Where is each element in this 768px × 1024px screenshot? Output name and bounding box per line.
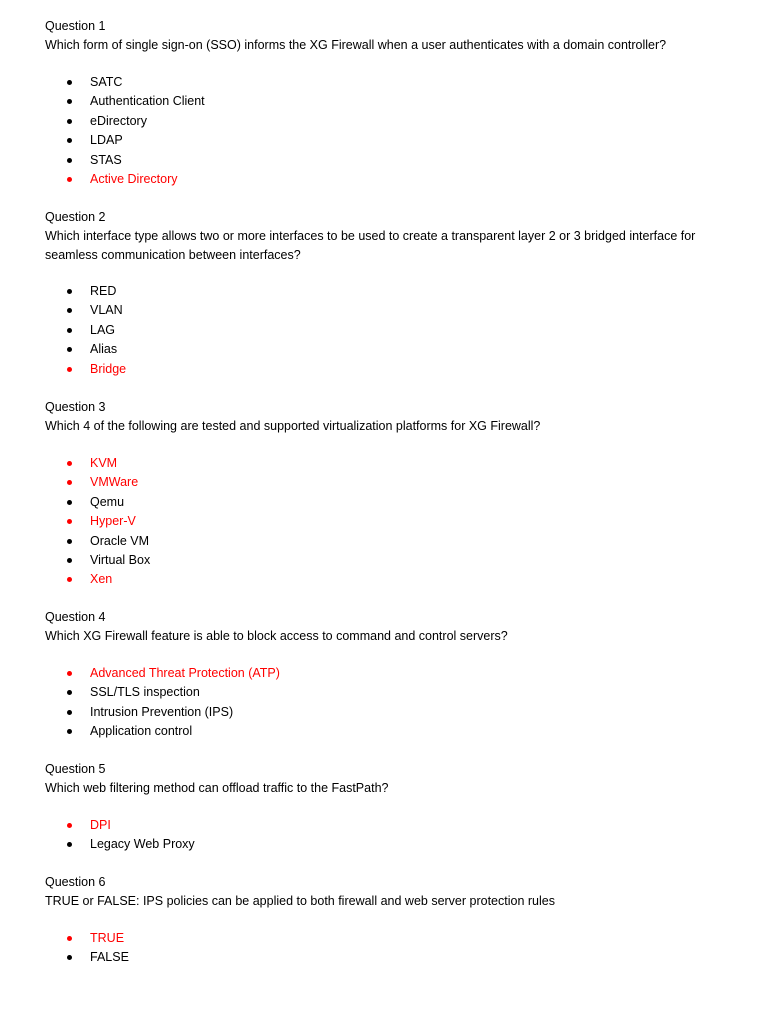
answer-label: Advanced Threat Protection (ATP) (90, 666, 280, 680)
answer-label: FALSE (90, 950, 129, 965)
answer-option (45, 722, 280, 741)
bullet-icon (67, 461, 72, 466)
answer-label: Legacy Web Proxy (90, 837, 195, 852)
answer-option (45, 170, 205, 189)
answer-label: VLAN (90, 303, 123, 318)
question-6 (45, 873, 745, 965)
answer-label: eDirectory (90, 113, 147, 128)
question-4 (45, 608, 745, 739)
bullet-icon (67, 577, 72, 582)
bullet-icon (67, 99, 72, 104)
question-2 (45, 208, 745, 376)
answer-option (45, 282, 126, 301)
bullet-icon (67, 158, 72, 163)
answer-option (45, 112, 205, 131)
answer-list (45, 816, 195, 855)
bullet-icon (67, 480, 72, 485)
question-text: Which form of single sign-on (SSO) informs the XG Firewall when a user authenticates with a domain controller? (45, 38, 667, 52)
bullet-icon (67, 955, 72, 960)
answer-label: Alias (90, 342, 118, 357)
answer-option (45, 321, 126, 340)
answer-label: STAS (90, 152, 122, 167)
bullet-icon (67, 177, 72, 182)
answer-label: RED (90, 284, 117, 298)
answer-option (45, 835, 195, 854)
question-text: TRUE or FALSE: IPS policies can be applied to both firewall and web server protection rules (45, 894, 555, 908)
bullet-icon (67, 328, 72, 333)
answer-option (45, 816, 195, 835)
answer-label: VMWare (90, 475, 139, 490)
answer-label: Hyper-V (90, 514, 136, 529)
answer-option (45, 151, 205, 170)
answer-label: LAG (90, 322, 116, 337)
answer-option (45, 340, 126, 359)
answer-option (45, 532, 150, 551)
bullet-icon (67, 690, 72, 695)
answer-option (45, 301, 126, 320)
question-title: Question 4 (45, 610, 106, 624)
bullet-icon (67, 936, 72, 941)
answer-option (45, 929, 129, 948)
question-title: Question 2 (45, 210, 106, 224)
bullet-icon (67, 119, 72, 124)
bullet-icon (67, 823, 72, 828)
bullet-icon (67, 289, 72, 294)
question-3 (45, 398, 745, 587)
question-1 (45, 17, 745, 186)
question-text: Which 4 of the following are tested and supported virtualization platforms for XG Firewall? (45, 419, 541, 433)
question-title: Question 5 (45, 762, 106, 776)
answer-option (45, 360, 126, 379)
answer-option (45, 92, 205, 111)
bullet-icon (67, 367, 72, 372)
answer-label: Virtual Box (90, 552, 151, 567)
answer-option (45, 664, 280, 683)
bullet-icon (67, 80, 72, 85)
question-text: Which interface type allows two or more interfaces to be used to create a transparent layer 2 or 3 bridged interface for seamless communication between interfaces? (45, 229, 696, 262)
answer-option (45, 551, 150, 570)
bullet-icon (67, 842, 72, 847)
question-title: Question 1 (45, 19, 106, 33)
answer-list (45, 454, 150, 590)
question-title: Question 6 (45, 875, 106, 889)
answer-option (45, 473, 150, 492)
bullet-icon (67, 729, 72, 734)
answer-label: Intrusion Prevention (IPS) (90, 704, 234, 719)
answer-option (45, 703, 280, 722)
question-text: Which web filtering method can offload traffic to the FastPath? (45, 781, 389, 795)
answer-label: SATC (90, 75, 123, 89)
answer-list (45, 73, 205, 189)
bullet-icon (67, 539, 72, 544)
answer-option (45, 570, 150, 589)
question-title: Question 3 (45, 400, 106, 414)
answer-list (45, 282, 126, 379)
answer-option (45, 512, 150, 531)
answer-label: DPI (90, 818, 111, 832)
answer-label: LDAP (90, 133, 123, 148)
answer-list (45, 664, 280, 742)
answer-option (45, 683, 280, 702)
question-text: Which XG Firewall feature is able to block access to command and control servers? (45, 629, 508, 643)
answer-label: KVM (90, 456, 118, 470)
answer-label: Xen (90, 572, 113, 587)
bullet-icon (67, 671, 72, 676)
answer-label: SSL/TLS inspection (90, 685, 200, 700)
bullet-icon (67, 558, 72, 563)
answer-label: Active Directory (90, 171, 178, 186)
answer-option (45, 73, 205, 92)
bullet-icon (67, 347, 72, 352)
answer-option (45, 948, 129, 967)
answer-label: TRUE (90, 931, 125, 945)
answer-option (45, 131, 205, 150)
answer-label: Oracle VM (90, 533, 150, 548)
answer-option (45, 493, 150, 512)
answer-label: Qemu (90, 494, 125, 509)
bullet-icon (67, 519, 72, 524)
bullet-icon (67, 308, 72, 313)
bullet-icon (67, 710, 72, 715)
answer-label: Bridge (90, 361, 127, 376)
bullet-icon (67, 500, 72, 505)
answer-option (45, 454, 150, 473)
bullet-icon (67, 138, 72, 143)
question-5 (45, 760, 745, 852)
answer-label: Authentication Client (90, 94, 205, 109)
answer-label: Application control (90, 724, 193, 739)
answer-list (45, 929, 129, 968)
